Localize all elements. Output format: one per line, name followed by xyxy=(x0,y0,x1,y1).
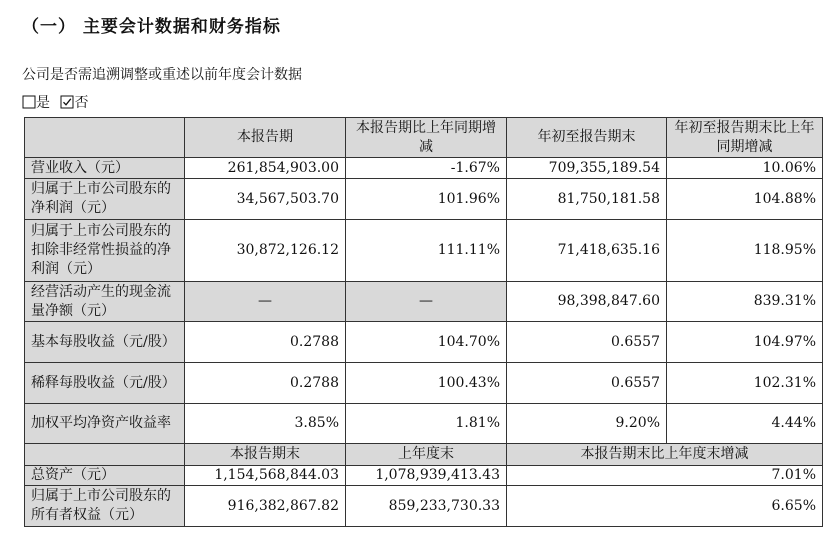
table-cell: — xyxy=(346,282,507,322)
table-row xyxy=(25,179,823,220)
table-cell: — xyxy=(185,282,346,322)
table-cell: 7.01% xyxy=(507,466,823,486)
section-title: （一） 主要会计数据和财务指标 xyxy=(22,17,281,37)
financial-data-table xyxy=(24,117,823,527)
header-cell xyxy=(25,444,185,466)
table-cell: 104.70% xyxy=(346,322,507,363)
table-cell: 0.6557 xyxy=(507,322,667,363)
row-label: 基本每股收益（元/股） xyxy=(25,322,185,363)
table-cell: 0.2788 xyxy=(185,363,346,404)
table-cell: -1.67% xyxy=(346,158,507,179)
table-row xyxy=(25,282,823,322)
header-cell: 年初至报告期末比上年同期增减 xyxy=(667,118,823,158)
header-cell: 本报告期末 xyxy=(185,444,346,466)
table-cell: 1,078,939,413.43 xyxy=(346,466,507,486)
table-subheader-row xyxy=(25,444,823,466)
table-cell: 261,854,903.00 xyxy=(185,158,346,179)
table-cell: 81,750,181.58 xyxy=(507,179,667,220)
table-cell: 34,567,503.70 xyxy=(185,179,346,220)
row-label: 稀释每股收益（元/股） xyxy=(25,363,185,404)
row-label: 归属于上市公司股东的所有者权益（元） xyxy=(25,486,185,527)
table-cell: 9.20% xyxy=(507,404,667,444)
table-cell: 3.85% xyxy=(185,404,346,444)
table-cell: 10.06% xyxy=(667,158,823,179)
answer-no-label: 否 xyxy=(74,95,89,111)
table-cell: 118.95% xyxy=(667,220,823,282)
table-row xyxy=(25,466,823,486)
answer-yes-label: 是 xyxy=(36,95,50,111)
table-cell: 859,233,730.33 xyxy=(346,486,507,527)
table-cell: 101.96% xyxy=(346,179,507,220)
header-cell: 本报告期末比上年度末增减 xyxy=(507,444,823,466)
row-label: 归属于上市公司股东的净利润（元） xyxy=(25,179,185,220)
table-row xyxy=(25,363,823,404)
table-cell: 71,418,635.16 xyxy=(507,220,667,282)
row-label: 营业收入（元） xyxy=(25,158,185,179)
table-cell: 111.11% xyxy=(346,220,507,282)
header-cell: 年初至报告期末 xyxy=(507,118,667,158)
table-cell: 104.88% xyxy=(667,179,823,220)
table-row xyxy=(25,322,823,363)
table-cell: 104.97% xyxy=(667,322,823,363)
table-row xyxy=(25,404,823,444)
restatement-question: 公司是否需追溯调整或重述以前年度会计数据 xyxy=(22,67,302,83)
row-label: 归属于上市公司股东的扣除非经常性损益的净利润（元） xyxy=(25,220,185,282)
table-cell: 0.2788 xyxy=(185,322,346,363)
row-label: 经营活动产生的现金流量净额（元） xyxy=(25,282,185,322)
header-cell xyxy=(25,118,185,158)
row-label: 总资产（元） xyxy=(25,466,185,486)
checkbox-unchecked-icon[interactable] xyxy=(22,95,36,109)
header-cell: 本报告期比上年同期增减 xyxy=(346,118,507,158)
table-row xyxy=(25,158,823,179)
table-cell: 4.44% xyxy=(667,404,823,444)
table-cell: 1.81% xyxy=(346,404,507,444)
table-cell: 102.31% xyxy=(667,363,823,404)
table-cell: 30,872,126.12 xyxy=(185,220,346,282)
checkbox-checked-icon[interactable] xyxy=(60,95,74,109)
table-cell: 6.65% xyxy=(507,486,823,527)
table-cell: 100.43% xyxy=(346,363,507,404)
table-cell: 916,382,867.82 xyxy=(185,486,346,527)
header-cell: 本报告期 xyxy=(185,118,346,158)
table-row xyxy=(25,486,823,527)
row-label: 加权平均净资产收益率 xyxy=(25,404,185,444)
restatement-answer xyxy=(22,92,88,112)
table-header-row xyxy=(25,118,823,158)
table-cell: 1,154,568,844.03 xyxy=(185,466,346,486)
table-cell: 98,398,847.60 xyxy=(507,282,667,322)
table-row xyxy=(25,220,823,282)
table-cell: 709,355,189.54 xyxy=(507,158,667,179)
header-cell: 上年度末 xyxy=(346,444,507,466)
table-cell: 839.31% xyxy=(667,282,823,322)
table-cell: 0.6557 xyxy=(507,363,667,404)
